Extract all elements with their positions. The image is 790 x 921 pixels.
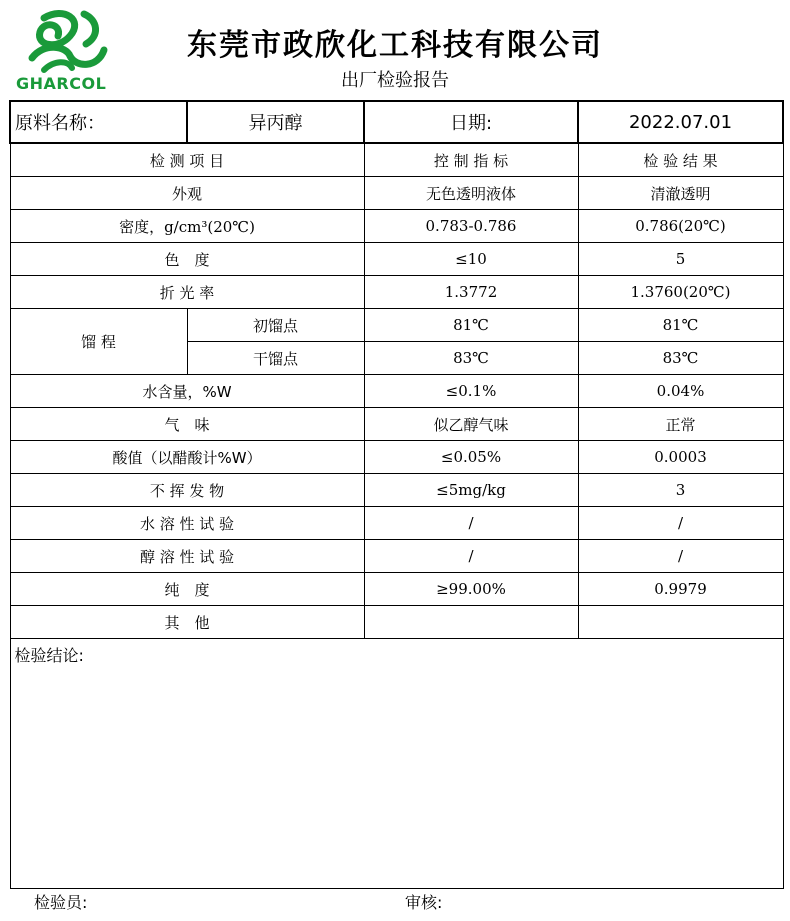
row-result: 正常 [578, 408, 783, 441]
row-spec: / [364, 507, 578, 540]
distillation-label: 馏 程 [10, 309, 187, 375]
row-result: 81℃ [578, 309, 783, 342]
row-spec: 0.783-0.786 [364, 210, 578, 243]
row-result: 3 [578, 474, 783, 507]
row-item: 水 溶 性 试 验 [10, 507, 364, 540]
table-row [10, 177, 783, 210]
table-row [10, 210, 783, 243]
table-row [10, 540, 783, 573]
table-row [10, 507, 783, 540]
row-spec: 83℃ [364, 342, 578, 375]
row-result: 0.786(20℃) [578, 210, 783, 243]
row-result: 83℃ [578, 342, 783, 375]
conclusion-label: 检验结论: [10, 639, 783, 889]
row-result: 0.04% [578, 375, 783, 408]
row-spec: / [364, 540, 578, 573]
column-header-result: 检 验 结 果 [578, 143, 783, 177]
auditor-label: 审核: [405, 893, 443, 912]
logo-text: GHARCOL [16, 74, 107, 93]
row-result: 清澈透明 [578, 177, 783, 210]
table-row [10, 243, 783, 276]
column-header-spec: 控 制 指 标 [364, 143, 578, 177]
row-item: 醇 溶 性 试 验 [10, 540, 364, 573]
row-spec: 1.3772 [364, 276, 578, 309]
table-row [10, 375, 783, 408]
row-item: 纯 度 [10, 573, 364, 606]
row-spec: ≤0.1% [364, 375, 578, 408]
row-item: 外观 [10, 177, 364, 210]
row-item: 不 挥 发 物 [10, 474, 364, 507]
date-label: 日期: [364, 101, 578, 143]
material-label: 原料名称： [10, 101, 187, 143]
inspection-table [9, 100, 784, 889]
column-header-row [10, 143, 783, 177]
date-value: 2022.07.01 [578, 101, 783, 143]
row-item: 其 他 [10, 606, 364, 639]
row-item: 折 光 率 [10, 276, 364, 309]
table-row [10, 309, 783, 342]
row-item: 气 味 [10, 408, 364, 441]
material-row [10, 101, 783, 143]
material-value: 异丙醇 [187, 101, 364, 143]
row-result [578, 606, 783, 639]
row-spec: 似乙醇气味 [364, 408, 578, 441]
row-item: 色 度 [10, 243, 364, 276]
distillation-sub-initial: 初馏点 [187, 309, 364, 342]
row-result: 0.0003 [578, 441, 783, 474]
row-spec [364, 606, 578, 639]
company-name: 东莞市政欣化工科技有限公司 [187, 28, 603, 63]
report-header [0, 0, 790, 100]
table-row [10, 573, 783, 606]
row-result: / [578, 540, 783, 573]
row-result: 5 [578, 243, 783, 276]
row-item: 密度，g/cm³(20℃) [10, 210, 364, 243]
row-spec: 81℃ [364, 309, 578, 342]
row-item: 水含量，%W [10, 375, 364, 408]
table-row [10, 408, 783, 441]
row-spec: ≤5mg/kg [364, 474, 578, 507]
row-item: 酸值（以醋酸计%W） [10, 441, 364, 474]
table-row [10, 474, 783, 507]
table-row [10, 276, 783, 309]
signature-footer [0, 888, 790, 921]
inspector-label: 检验员: [34, 893, 88, 912]
row-spec: 无色透明液体 [364, 177, 578, 210]
row-spec: ≥99.00% [364, 573, 578, 606]
column-header-item: 检 测 项 目 [10, 143, 364, 177]
row-result: / [578, 507, 783, 540]
table-row [10, 441, 783, 474]
row-result: 1.3760(20℃) [578, 276, 783, 309]
distillation-sub-dry: 干馏点 [187, 342, 364, 375]
row-result: 0.9979 [578, 573, 783, 606]
table-row [10, 606, 783, 639]
report-title: 出厂检验报告 [341, 70, 449, 91]
row-spec: ≤0.05% [364, 441, 578, 474]
row-spec: ≤10 [364, 243, 578, 276]
conclusion-row [10, 639, 783, 889]
